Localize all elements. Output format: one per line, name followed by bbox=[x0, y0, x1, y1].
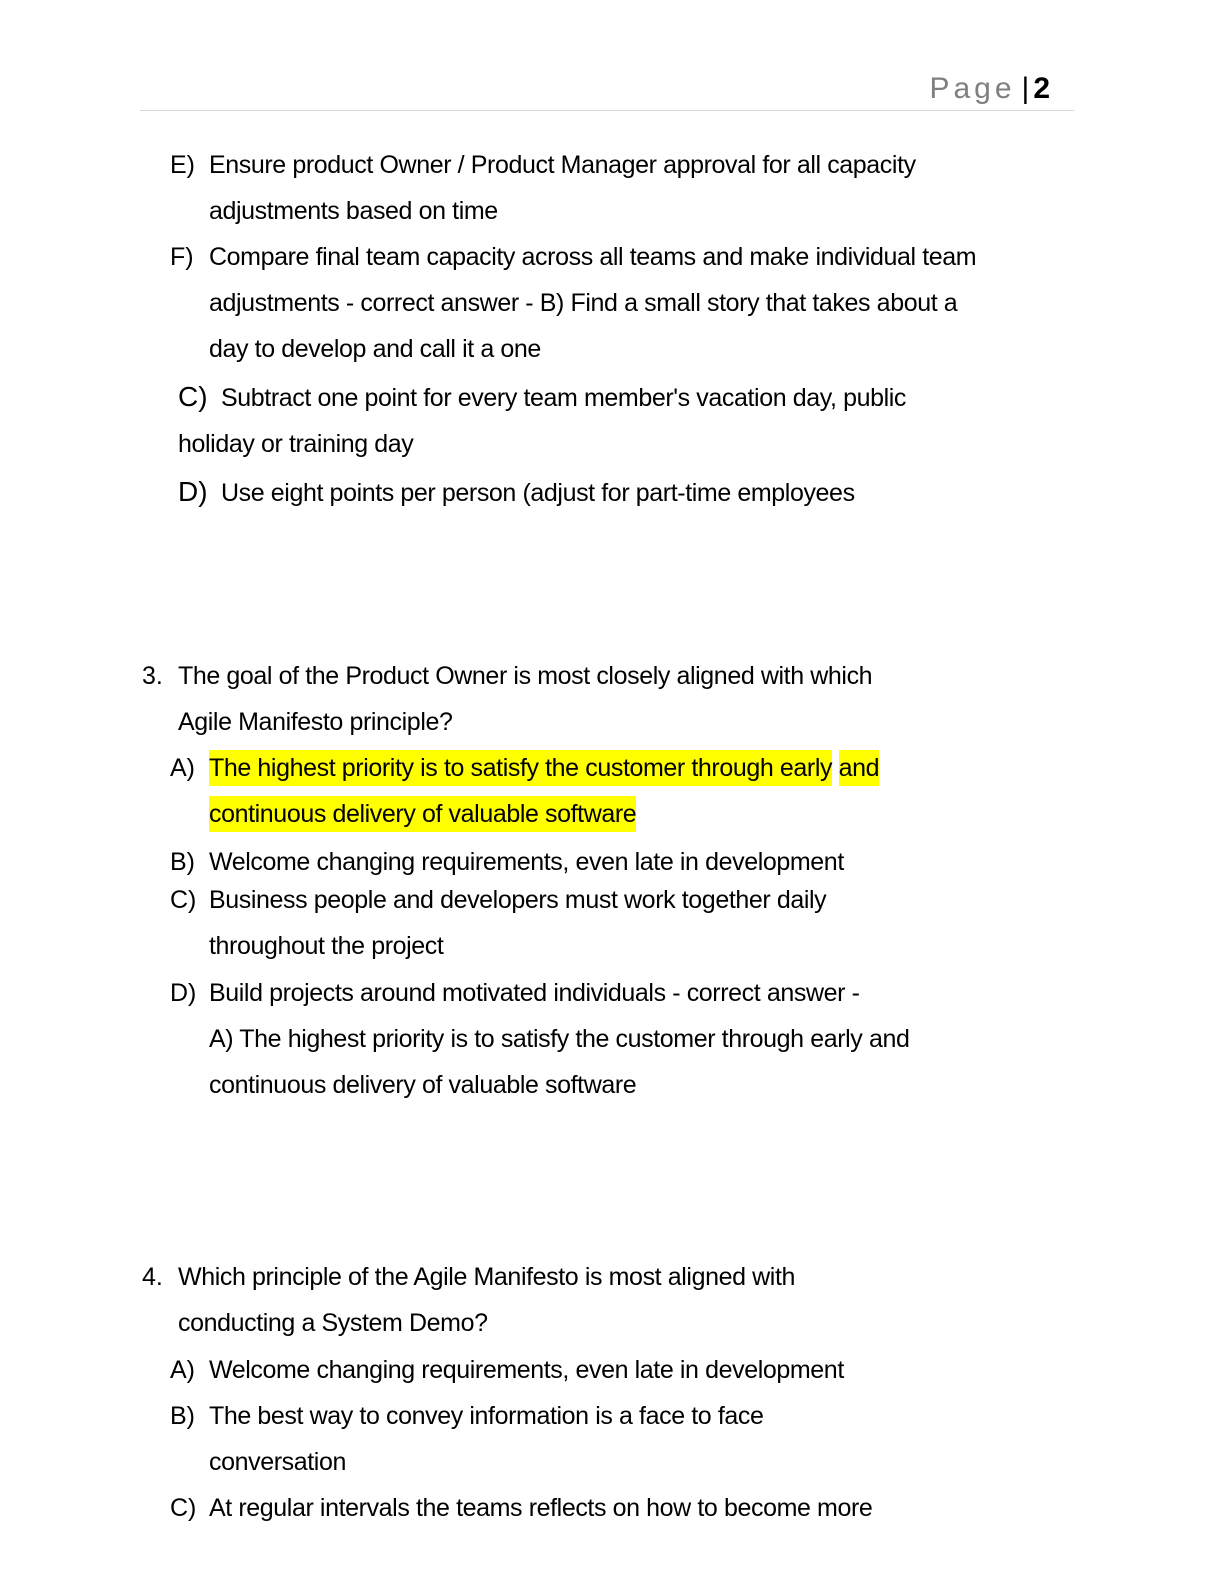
option-text: holiday or training day bbox=[178, 430, 414, 458]
option-letter: B) bbox=[170, 1402, 195, 1430]
option-letter: C) bbox=[170, 1494, 197, 1522]
option-text: At regular intervals the teams reflects on how to become more bbox=[209, 1494, 873, 1522]
option-text: day to develop and call it a one bbox=[209, 335, 541, 363]
highlight: continuous delivery of valuable software bbox=[209, 796, 636, 832]
page-number: 2 bbox=[1033, 72, 1050, 105]
option-text: conversation bbox=[209, 1448, 346, 1476]
option-text: Welcome changing requirements, even late in development bbox=[209, 848, 844, 876]
option-letter: C) bbox=[170, 886, 197, 914]
question-text: The goal of the Product Owner is most closely aligned with which bbox=[178, 662, 873, 690]
option-text: The best way to convey information is a face to face bbox=[209, 1402, 764, 1430]
page-separator: | bbox=[1021, 72, 1030, 105]
question-text: Agile Manifesto principle? bbox=[178, 708, 453, 736]
option-text: A) The highest priority is to satisfy the customer through early and bbox=[209, 1025, 910, 1053]
option-text: Build projects around motivated individuals - correct answer - bbox=[209, 979, 860, 1007]
page-word: Page bbox=[929, 72, 1016, 105]
highlighted-answer-line bbox=[209, 753, 879, 783]
option-text: Ensure product Owner / Product Manager approval for all capacity bbox=[209, 151, 916, 179]
option-letter: B) bbox=[170, 848, 195, 876]
page-number-label bbox=[929, 72, 1050, 106]
option-letter: C) bbox=[178, 381, 208, 412]
option-text: Use eight points per person (adjust for part-time employees bbox=[221, 479, 855, 507]
option-letter: D) bbox=[178, 476, 208, 507]
highlighted-answer-line bbox=[209, 799, 636, 829]
option-text: Business people and developers must work together daily bbox=[209, 886, 827, 914]
question-number: 3. bbox=[142, 662, 163, 690]
option-text: adjustments based on time bbox=[209, 197, 498, 225]
question-text: conducting a System Demo? bbox=[178, 1309, 488, 1337]
option-text: throughout the project bbox=[209, 932, 444, 960]
question-text: Which principle of the Agile Manifesto is most aligned with bbox=[178, 1263, 795, 1291]
option-text: adjustments - correct answer - B) Find a small story that takes about a bbox=[209, 289, 958, 317]
option-text: Welcome changing requirements, even late in development bbox=[209, 1356, 844, 1384]
option-letter: F) bbox=[170, 243, 194, 271]
highlight: The highest priority is to satisfy the customer through early bbox=[209, 750, 832, 786]
question-number: 4. bbox=[142, 1263, 163, 1291]
page-header bbox=[140, 70, 1074, 111]
option-letter: A) bbox=[170, 1356, 195, 1384]
option-letter: A) bbox=[170, 754, 195, 782]
option-text: continuous delivery of valuable software bbox=[209, 1071, 637, 1099]
option-letter: E) bbox=[170, 151, 195, 179]
highlight: and bbox=[839, 750, 880, 786]
option-letter: D) bbox=[170, 979, 197, 1007]
option-text: Compare final team capacity across all teams and make individual team bbox=[209, 243, 977, 271]
option-text: Subtract one point for every team member's vacation day, public bbox=[221, 384, 907, 412]
